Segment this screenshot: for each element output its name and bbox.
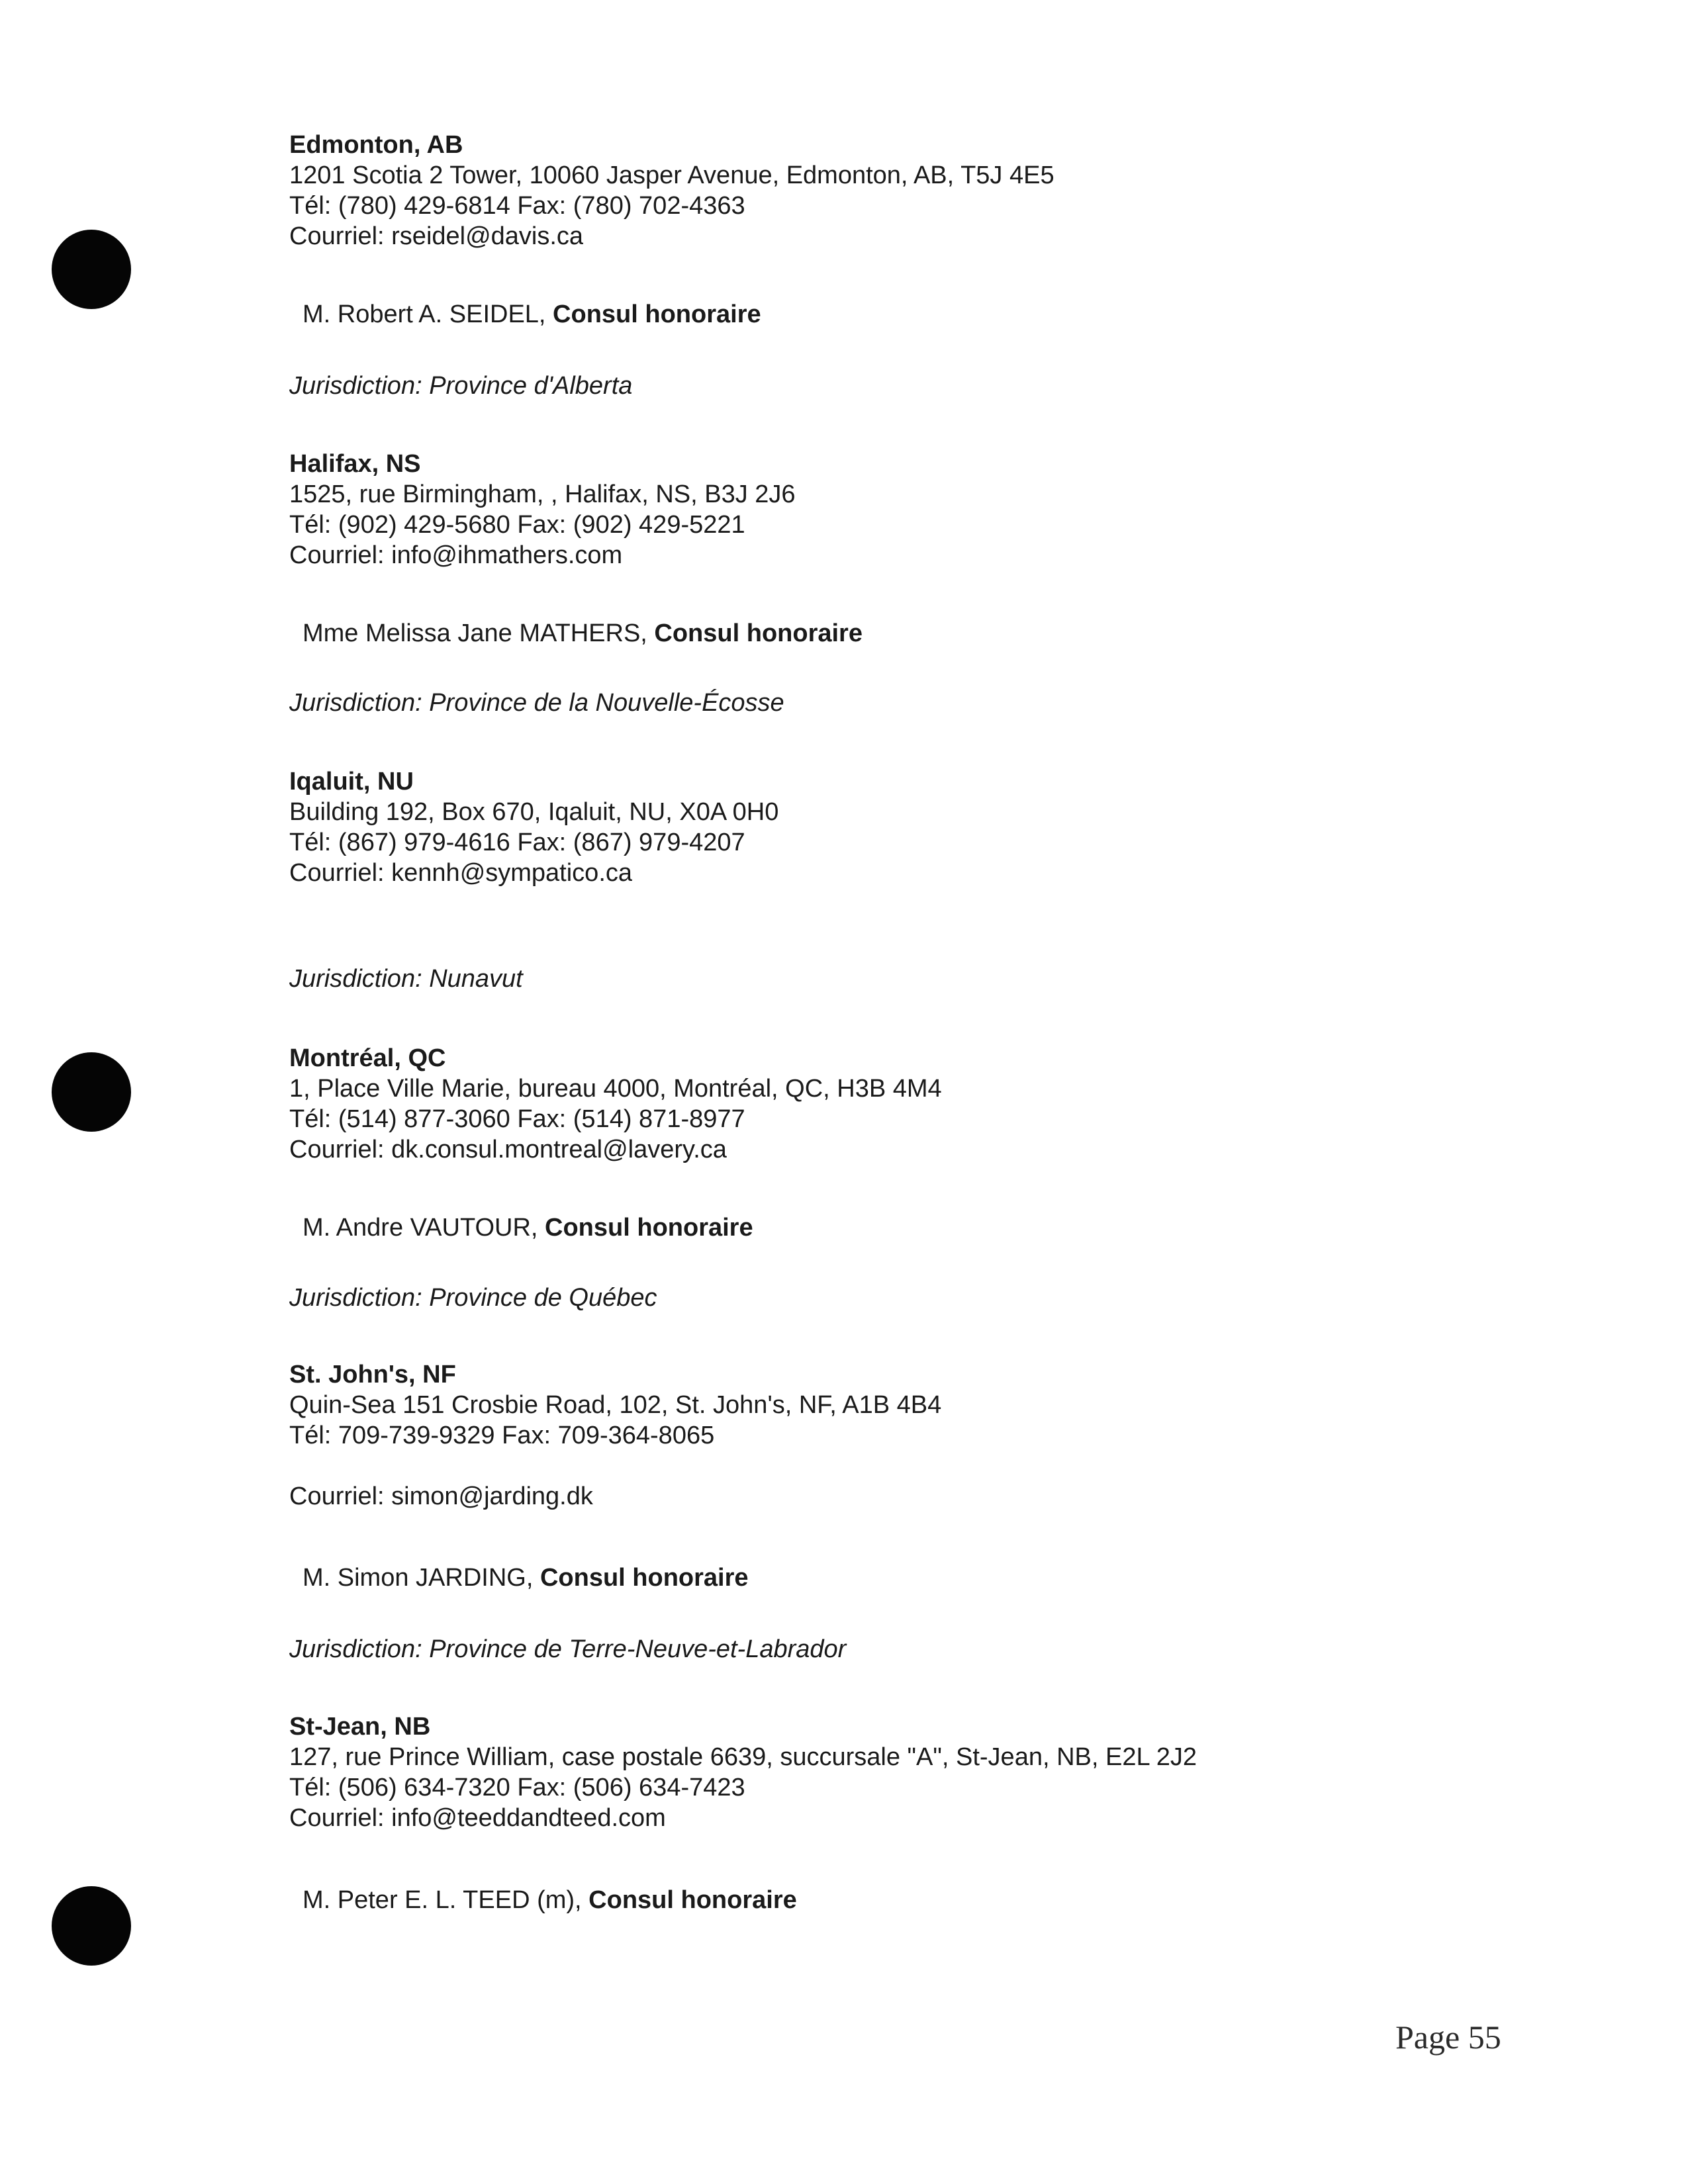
- consul-title: Consul honoraire: [539, 1564, 749, 1592]
- consulate-entry-iqaluit: [289, 766, 1547, 888]
- phone-fax-line: Tél: (514) 877-3060 Fax: (514) 871-8977: [289, 1105, 745, 1133]
- email-line: Courriel: simon@jarding.dk: [289, 1482, 593, 1510]
- phone-fax-line: Tél: (506) 634-7320 Fax: (506) 634-7423: [289, 1774, 745, 1801]
- city-heading: St-Jean, NB: [289, 1713, 431, 1741]
- city-heading: Iqaluit, NU: [289, 768, 414, 796]
- page-number: Page 55: [1395, 2019, 1501, 2056]
- city-heading: St. John's, NF: [289, 1361, 456, 1388]
- jurisdiction-line: Jurisdiction: Province de Québec: [289, 1284, 657, 1312]
- consulate-entry-halifax: [289, 449, 1547, 570]
- address-line: 1201 Scotia 2 Tower, 10060 Jasper Avenue, Edmonton, AB, T5J 4E5: [289, 161, 1055, 189]
- email-line: Courriel: info@ihmathers.com: [289, 541, 623, 569]
- punch-hole: [52, 1886, 131, 1966]
- address-line: Quin-Sea 151 Crosbie Road, 102, St. John's, NF, A1B 4B4: [289, 1391, 942, 1419]
- consul-name: Mme Melissa Jane MATHERS,: [303, 619, 655, 647]
- consul-name-line: [303, 618, 863, 649]
- punch-hole: [52, 230, 131, 309]
- consul-name-line: [303, 1212, 753, 1243]
- jurisdiction-line: Jurisdiction: Province d'Alberta: [289, 372, 633, 400]
- consulate-entry-st-jean: [289, 1711, 1547, 1833]
- address-line: 127, rue Prince William, case postale 6639, succursale "A", St-Jean, NB, E2L 2J2: [289, 1743, 1197, 1771]
- consul-name: M. Andre VAUTOUR,: [303, 1214, 545, 1242]
- email-line: Courriel: rseidel@davis.ca: [289, 222, 584, 250]
- address-line: Building 192, Box 670, Iqaluit, NU, X0A 0H0: [289, 798, 779, 826]
- consul-name: M. Simon JARDING,: [303, 1564, 540, 1592]
- email-line: Courriel: info@teeddandteed.com: [289, 1804, 666, 1832]
- phone-fax-line: Tél: (780) 429-6814 Fax: (780) 702-4363: [289, 192, 745, 220]
- consul-name-line: [303, 1563, 749, 1593]
- email-line: Courriel: kennh@sympatico.ca: [289, 859, 633, 887]
- jurisdiction-line: Jurisdiction: Nunavut: [289, 965, 523, 993]
- phone-fax-line: Tél: (902) 429-5680 Fax: (902) 429-5221: [289, 511, 745, 539]
- consulate-entry-st-johns: [289, 1359, 1547, 1512]
- consul-title: Consul honoraire: [654, 619, 863, 647]
- jurisdiction-line: Jurisdiction: Province de Terre-Neuve-et-Labrador: [289, 1635, 847, 1663]
- consul-title: Consul honoraire: [545, 1214, 753, 1242]
- phone-fax-line: Tél: 709-739-9329 Fax: 709-364-8065: [289, 1422, 715, 1449]
- consulate-entry-edmonton: [289, 130, 1547, 251]
- address-line: 1, Place Ville Marie, bureau 4000, Montréal, QC, H3B 4M4: [289, 1075, 942, 1103]
- consul-name: M. Robert A. SEIDEL,: [303, 300, 553, 328]
- consul-name: M. Peter E. L. TEED (m),: [303, 1886, 589, 1914]
- consul-name-line: [303, 299, 761, 330]
- city-heading: Montréal, QC: [289, 1044, 446, 1072]
- consul-title: Consul honoraire: [553, 300, 761, 328]
- consulate-entry-montreal: [289, 1043, 1547, 1165]
- punch-hole: [52, 1052, 131, 1132]
- city-heading: Halifax, NS: [289, 450, 421, 478]
- consul-title: Consul honoraire: [588, 1886, 797, 1914]
- phone-fax-line: Tél: (867) 979-4616 Fax: (867) 979-4207: [289, 829, 745, 856]
- city-heading: Edmonton, AB: [289, 131, 463, 159]
- email-line: Courriel: dk.consul.montreal@lavery.ca: [289, 1136, 727, 1163]
- consul-name-line: [303, 1885, 797, 1915]
- address-line: 1525, rue Birmingham, , Halifax, NS, B3J 2J6: [289, 480, 796, 508]
- jurisdiction-line: Jurisdiction: Province de la Nouvelle-Écosse: [289, 689, 784, 717]
